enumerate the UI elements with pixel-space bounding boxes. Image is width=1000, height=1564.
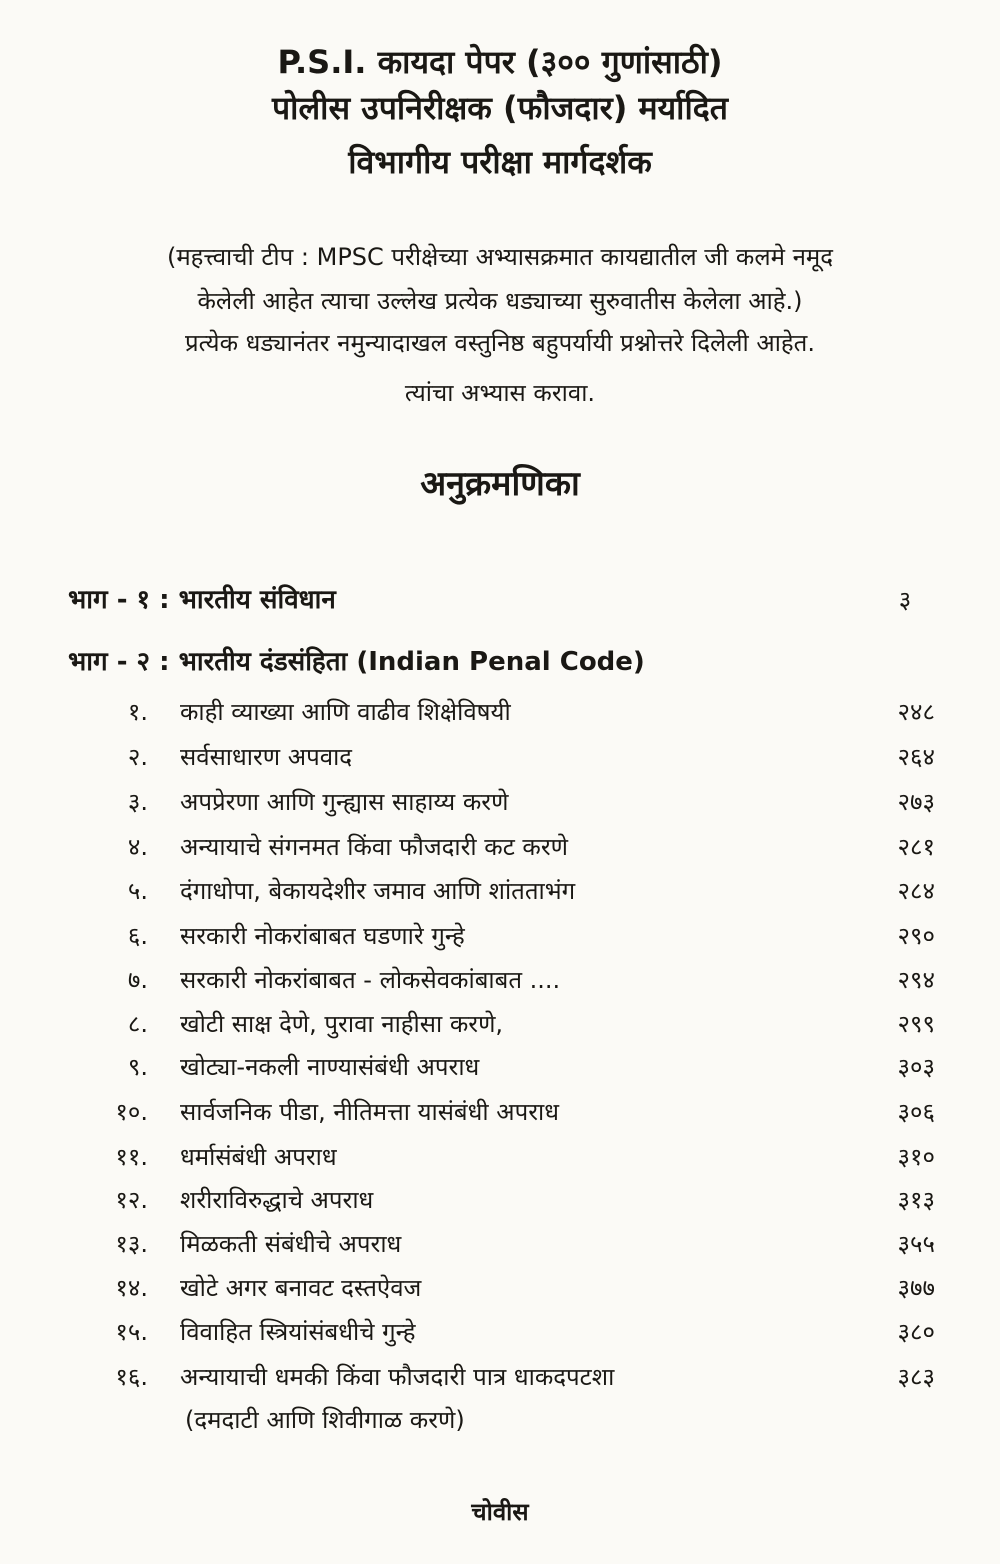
chapter-page: २९४ <box>897 966 935 994</box>
toc-row <box>0 1310 1000 1354</box>
chapter-number: ५. <box>127 877 148 905</box>
chapter-number: १३. <box>115 1230 148 1258</box>
chapter-page: ३८० <box>897 1318 935 1346</box>
chapter-number: ८. <box>127 1010 148 1038</box>
chapter-number: ९. <box>127 1053 148 1081</box>
toc-row <box>0 869 1000 913</box>
part-1-page: ३ <box>898 586 912 614</box>
toc-row <box>0 1090 1000 1134</box>
toc-row <box>0 780 1000 824</box>
chapter-title: खोटे अगर बनावट दस्तऐवज <box>180 1274 422 1302</box>
toc-row <box>0 958 1000 1002</box>
toc-row <box>0 1222 1000 1266</box>
chapter-number: १. <box>127 698 148 726</box>
chapter-title: विवाहित स्त्रियांसंबधीचे गुन्हे <box>180 1318 416 1346</box>
chapter-title: सरकारी नोकरांबाबत - लोकसेवकांबाबत .... <box>180 966 561 994</box>
chapter-number: २. <box>127 743 148 771</box>
page-number-footer: चोवीस <box>471 1498 529 1526</box>
chapter-title: अन्यायाची धमकी किंवा फौजदारी पात्र धाकदपटशा <box>180 1363 615 1391</box>
chapter-page: २६४ <box>897 743 935 771</box>
chapter-page: ३१० <box>897 1143 935 1171</box>
chapter-number: ४. <box>127 833 148 861</box>
chapter-number: १२. <box>115 1186 148 1214</box>
chapter-page: २८१ <box>897 833 935 861</box>
chapter-title: शरीराविरुद्धाचे अपराध <box>180 1186 374 1214</box>
chapter-page: २९९ <box>897 1010 935 1038</box>
note-line-4: त्यांचा अभ्यास करावा. <box>404 379 596 407</box>
chapter-page: २७३ <box>897 788 935 816</box>
chapter-number: ६. <box>127 922 148 950</box>
chapter-number: १६. <box>115 1363 148 1391</box>
chapter-page: ३०६ <box>897 1098 935 1126</box>
chapter-title: काही व्याख्या आणि वाढीव शिक्षेविषयी <box>180 698 511 726</box>
chapter-title: दंगाधोपा, बेकायदेशीर जमाव आणि शांतताभंग <box>180 877 576 905</box>
toc-row <box>0 735 1000 779</box>
chapter-title: खोट्या-नकली नाण्यासंबंधी अपराध <box>180 1053 480 1081</box>
toc-row <box>0 1135 1000 1179</box>
chapter-16-continuation: (दमदाटी आणि शिवीगाळ करणे) <box>185 1406 465 1434</box>
chapter-number: ७. <box>127 966 148 994</box>
part-2-label: भाग - २ : भारतीय दंडसंहिता (Indian Penal Code) <box>68 647 645 677</box>
chapter-page: ३७७ <box>897 1274 935 1302</box>
chapter-page: २९० <box>897 922 935 950</box>
toc-row <box>0 1178 1000 1222</box>
note-line-3: प्रत्येक धड्यानंतर नमुन्यादाखल वस्तुनिष्ठ बहुपर्यायी प्रश्नोत्तरे दिलेली आहेत. <box>185 329 815 357</box>
chapter-number: ३. <box>127 788 148 816</box>
toc-row <box>0 1355 1000 1399</box>
chapter-number: १४. <box>115 1274 148 1302</box>
contents-heading: अनुक्रमणिका <box>420 464 580 504</box>
chapter-number: ११. <box>115 1143 148 1171</box>
chapter-number: १०. <box>115 1098 148 1126</box>
chapter-title: सर्वसाधारण अपवाद <box>180 743 353 771</box>
part-1-label: भाग - १ : भारतीय संविधान <box>68 585 336 615</box>
chapter-title: अपप्रेरणा आणि गुन्ह्यास साहाय्य करणे <box>180 788 509 816</box>
toc-row <box>0 690 1000 734</box>
toc-row <box>0 914 1000 958</box>
title-line-3: विभागीय परीक्षा मार्गदर्शक <box>348 143 652 181</box>
chapter-page: ३१३ <box>897 1186 935 1214</box>
chapter-page: ३८३ <box>897 1363 935 1391</box>
toc-row <box>0 1045 1000 1089</box>
chapter-title: धर्मासंबंधी अपराध <box>180 1143 337 1171</box>
toc-row <box>0 1002 1000 1046</box>
chapter-page: २८४ <box>897 877 935 905</box>
chapter-number: १५. <box>115 1318 148 1346</box>
chapter-title: मिळकती संबंधीचे अपराध <box>180 1230 402 1258</box>
chapter-title: सरकारी नोकरांबाबत घडणारे गुन्हे <box>180 922 465 950</box>
title-line-1: P.S.I. कायदा पेपर (३०० गुणांसाठी) <box>277 43 723 81</box>
chapter-page: २४८ <box>897 698 935 726</box>
chapter-title: सार्वजनिक पीडा, नीतिमत्ता यासंबंधी अपराध <box>180 1098 559 1126</box>
toc-row <box>0 825 1000 869</box>
chapter-page: ३०३ <box>897 1053 935 1081</box>
chapter-page: ३५५ <box>897 1230 935 1258</box>
chapter-title: खोटी साक्ष देणे, पुरावा नाहीसा करणे, <box>180 1010 504 1038</box>
toc-row <box>0 1266 1000 1310</box>
note-line-2: केलेली आहेत त्याचा उल्लेख प्रत्येक धड्याच्या सुरुवातीस केलेला आहे.) <box>197 287 803 315</box>
chapter-title: अन्यायाचे संगनमत किंवा फौजदारी कट करणे <box>180 833 569 861</box>
title-line-2: पोलीस उपनिरीक्षक (फौजदार) मर्यादित <box>272 89 728 127</box>
note-line-1: (महत्त्वाची टीप : MPSC परीक्षेच्या अभ्यासक्रमात कायद्यातील जी कलमे नमूद <box>166 243 834 271</box>
